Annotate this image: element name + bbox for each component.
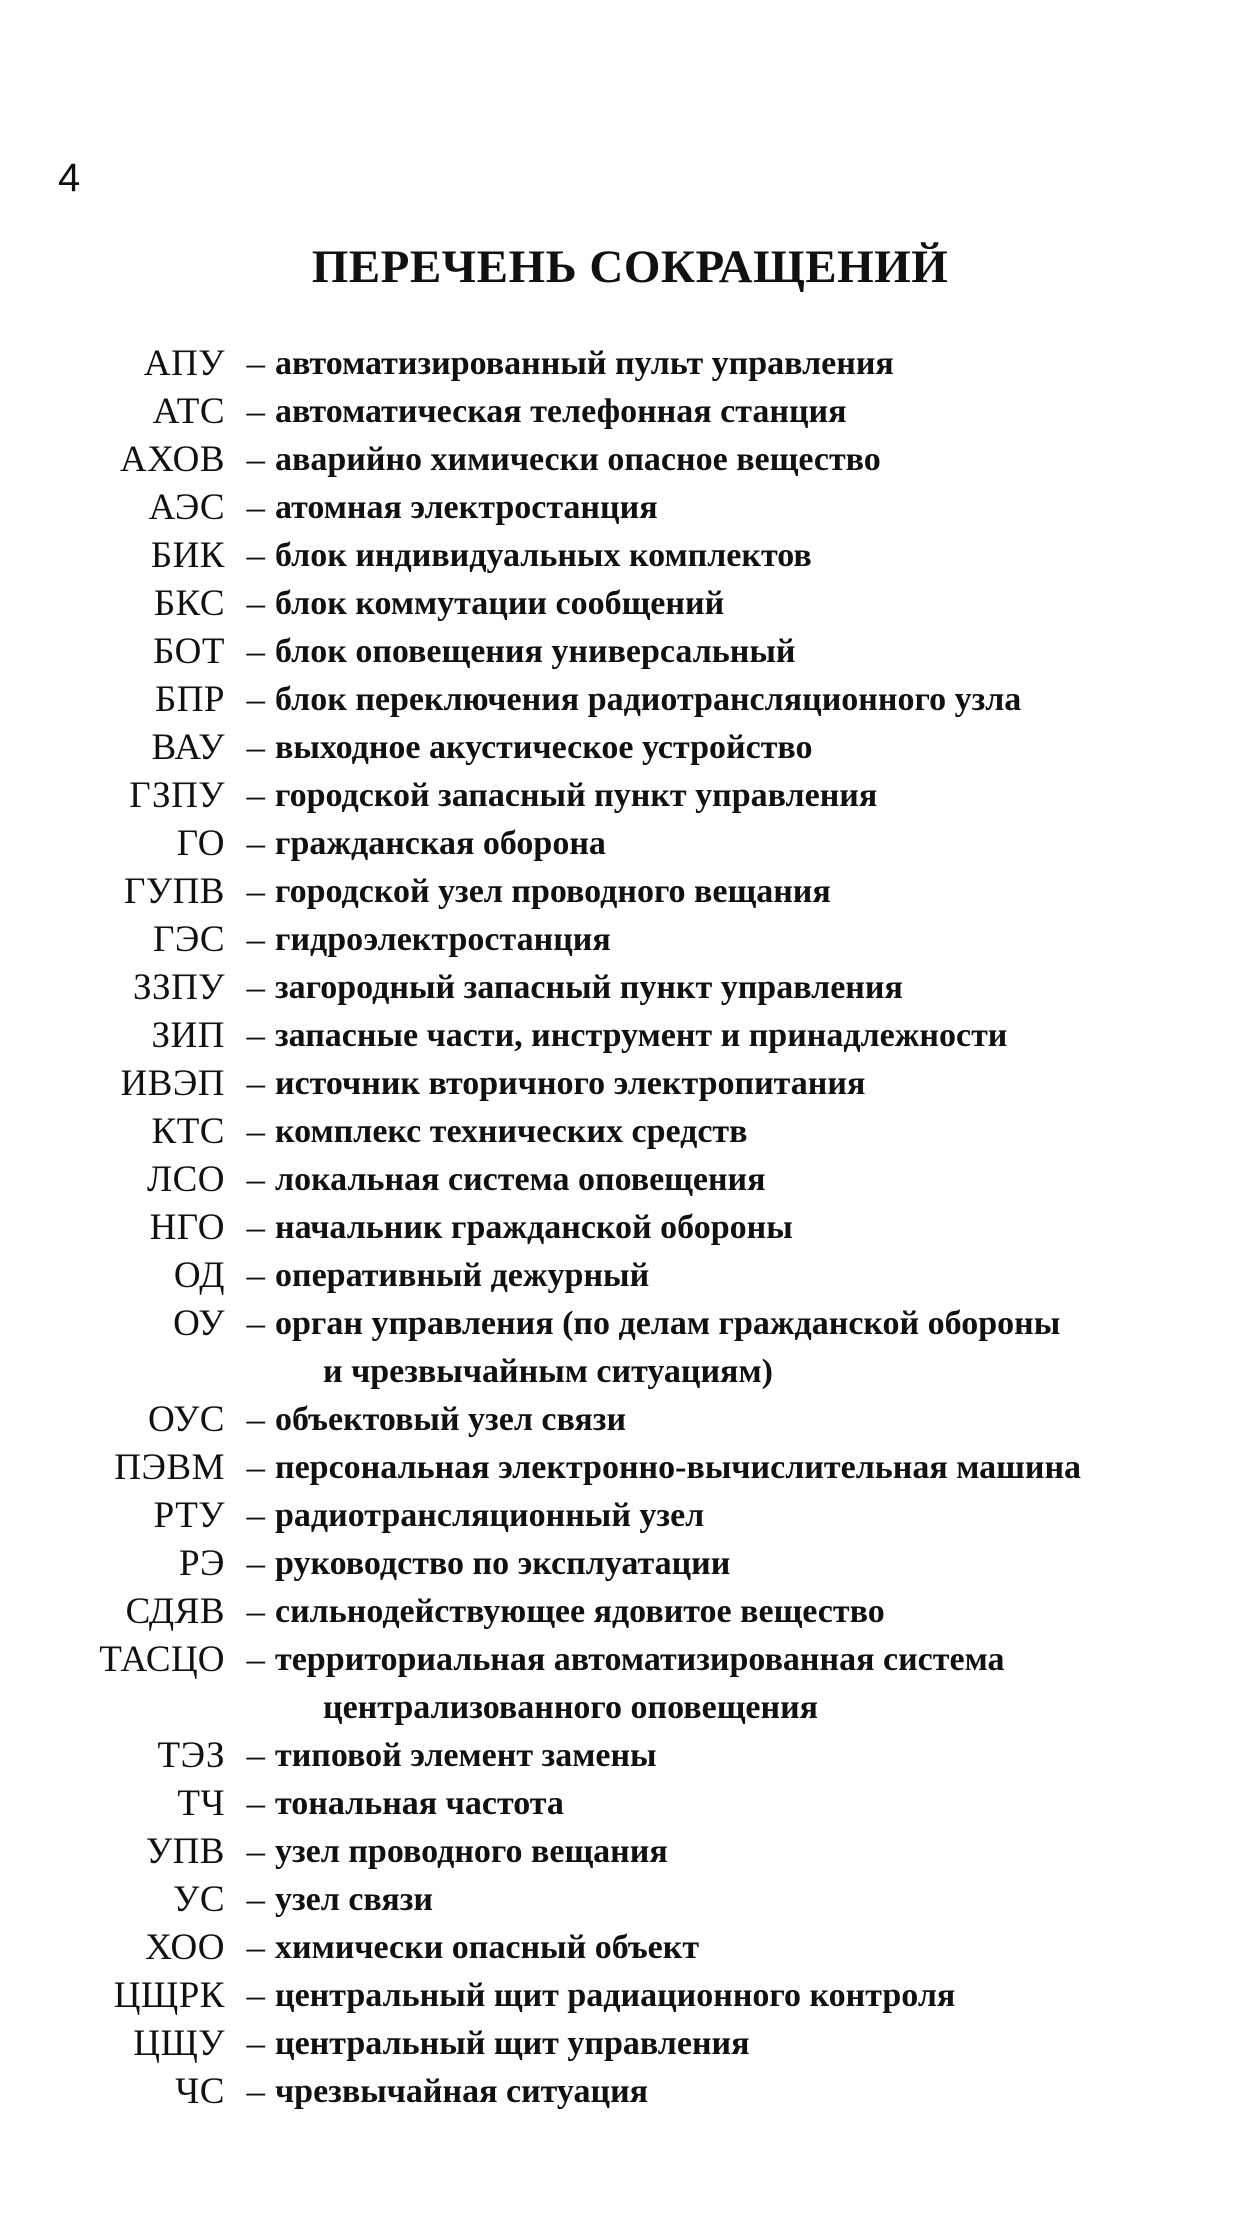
abbreviation-definition <box>275 868 1215 916</box>
abbreviation-dash: – <box>246 391 265 432</box>
abbreviation-term: УПВ <box>145 1831 225 1872</box>
abbreviation-row <box>0 1012 1250 1060</box>
definition-line: орган управления (по делам гражданской обороны <box>275 1305 1061 1342</box>
definition-line: химически опасный объект <box>275 1929 700 1966</box>
abbreviation-row <box>0 1396 1250 1444</box>
definition-line: блок переключения радиотрансляционного узла <box>275 681 1022 718</box>
abbreviation-dash: – <box>246 1111 265 1152</box>
abbreviation-definition <box>275 628 1215 676</box>
abbreviation-row <box>0 1156 1250 1204</box>
abbreviation-definition <box>275 676 1215 724</box>
abbreviation-term: ОД <box>173 1255 225 1296</box>
abbreviation-row <box>0 1732 1250 1780</box>
abbreviation-term: КТС <box>151 1111 225 1152</box>
definition-line: радиотрансляционный узел <box>275 1497 705 1534</box>
abbreviation-dash: – <box>246 1495 265 1536</box>
page-number: 4 <box>58 156 81 200</box>
abbreviation-row <box>0 1252 1250 1300</box>
abbreviation-term: БОТ <box>153 631 225 672</box>
abbreviation-row <box>0 484 1250 532</box>
definition-line: гражданская оборона <box>275 825 606 862</box>
abbreviation-dash: – <box>246 823 265 864</box>
abbreviation-term: ГО <box>176 823 225 864</box>
abbreviation-row <box>0 964 1250 1012</box>
definition-line: центральный щит управления <box>275 2025 750 2062</box>
abbreviation-row <box>0 1588 1250 1636</box>
page-title: ПЕРЕЧЕНЬ СОКРАЩЕНИЙ <box>311 241 949 293</box>
abbreviation-dash: – <box>246 1447 265 1488</box>
abbreviation-definition <box>275 484 1215 532</box>
abbreviation-row <box>0 1300 1250 1396</box>
definition-line: объектовый узел связи <box>275 1401 627 1438</box>
abbreviation-term: ГЗПУ <box>129 775 225 816</box>
abbreviation-definition <box>275 1108 1215 1156</box>
definition-line: и чрезвычайным ситуациям) <box>323 1353 773 1390</box>
abbreviation-definition <box>275 1540 1215 1588</box>
abbreviation-dash: – <box>246 1927 265 1968</box>
abbreviation-row <box>0 1876 1250 1924</box>
abbreviation-term: БПР <box>154 679 225 720</box>
definition-line: начальник гражданской обороны <box>275 1209 793 1246</box>
definition-line: оперативный дежурный <box>275 1257 650 1294</box>
definition-line: выходное акустическое устройство <box>275 729 813 766</box>
abbreviation-term: ХОО <box>145 1927 225 1968</box>
abbreviation-dash: – <box>246 1543 265 1584</box>
abbreviation-row <box>0 1540 1250 1588</box>
abbreviation-term: ПЭВМ <box>114 1447 225 1488</box>
definition-line: персональная электронно-вычислительная машина <box>275 1449 1082 1486</box>
abbreviation-term: ТАСЦО <box>99 1639 225 1680</box>
abbreviation-row <box>0 2020 1250 2068</box>
abbreviation-dash: – <box>246 631 265 672</box>
abbreviation-definition <box>275 916 1215 964</box>
definition-line: централизованного оповещения <box>323 1689 819 1726</box>
abbreviation-definition <box>275 772 1215 820</box>
abbreviation-row <box>0 868 1250 916</box>
abbreviation-definition <box>275 2068 1215 2116</box>
definition-line: автоматическая телефонная станция <box>275 393 847 430</box>
abbreviation-term: РЭ <box>178 1543 225 1584</box>
abbreviation-term: ЦЩРК <box>113 1975 225 2016</box>
definition-line: локальная система оповещения <box>275 1161 766 1198</box>
definition-line: атомная электростанция <box>275 489 658 526</box>
abbreviation-dash: – <box>246 1015 265 1056</box>
abbreviation-definition <box>275 1780 1215 1828</box>
abbreviation-dash: – <box>246 679 265 720</box>
abbreviation-dash: – <box>246 2071 265 2112</box>
abbreviation-term: АТС <box>152 391 225 432</box>
abbreviation-dash: – <box>246 583 265 624</box>
abbreviation-row <box>0 340 1250 388</box>
abbreviation-term: УС <box>173 1879 225 1920</box>
abbreviation-definition <box>275 1396 1215 1444</box>
abbreviation-row <box>0 532 1250 580</box>
abbreviation-row <box>0 916 1250 964</box>
abbreviation-row <box>0 1828 1250 1876</box>
abbreviation-definition <box>275 1732 1215 1780</box>
definition-line: источник вторичного электропитания <box>275 1065 866 1102</box>
abbreviation-dash: – <box>246 487 265 528</box>
definition-line: аварийно химически опасное вещество <box>275 441 881 478</box>
definition-line: тональная частота <box>275 1785 564 1822</box>
abbreviation-dash: – <box>246 775 265 816</box>
abbreviation-definition <box>275 1588 1215 1636</box>
definition-line: загородный запасный пункт управления <box>275 969 903 1006</box>
abbreviation-term: ЗЗПУ <box>133 967 225 1008</box>
abbreviation-dash: – <box>246 1735 265 1776</box>
abbreviation-row <box>0 772 1250 820</box>
abbreviation-term: ВАУ <box>151 727 225 768</box>
abbreviation-dash: – <box>246 1831 265 1872</box>
abbreviation-term: СДЯВ <box>125 1591 225 1632</box>
abbreviation-row <box>0 1108 1250 1156</box>
definition-line: типовой элемент замены <box>275 1737 657 1774</box>
abbreviation-definition <box>275 1060 1215 1108</box>
abbreviation-term: ЗИП <box>151 1015 225 1056</box>
abbreviation-definition <box>275 1204 1215 1252</box>
abbreviation-definition <box>275 2020 1215 2068</box>
definition-line: гидроэлектростанция <box>275 921 611 958</box>
abbreviation-definition <box>275 964 1215 1012</box>
abbreviation-definition <box>275 388 1215 436</box>
definition-line: автоматизированный пульт управления <box>275 345 894 382</box>
abbreviation-row <box>0 820 1250 868</box>
abbreviation-row <box>0 628 1250 676</box>
abbreviation-row <box>0 1636 1250 1732</box>
definition-line: блок индивидуальных комплектов <box>275 537 812 574</box>
abbreviation-definition <box>275 1924 1215 1972</box>
abbreviation-definition <box>275 1876 1215 1924</box>
abbreviation-term: ЛСО <box>147 1159 225 1200</box>
abbreviation-term: ОУ <box>173 1303 225 1344</box>
abbreviation-definition <box>275 1444 1215 1492</box>
abbreviation-dash: – <box>246 1975 265 2016</box>
abbreviation-dash: – <box>246 1591 265 1632</box>
abbreviation-list <box>0 340 1250 2116</box>
abbreviation-dash: – <box>246 919 265 960</box>
abbreviation-definition <box>275 820 1215 868</box>
abbreviation-definition <box>275 1492 1215 1540</box>
definition-line: руководство по эксплуатации <box>275 1545 731 1582</box>
abbreviation-dash: – <box>246 1303 265 1344</box>
abbreviation-term: НГО <box>149 1207 225 1248</box>
abbreviation-dash: – <box>246 871 265 912</box>
abbreviation-row <box>0 1060 1250 1108</box>
definition-line: комплекс технических средств <box>275 1113 748 1150</box>
definition-line: сильнодействующее ядовитое вещество <box>275 1593 885 1630</box>
abbreviation-dash: – <box>246 535 265 576</box>
abbreviation-row <box>0 676 1250 724</box>
abbreviation-row <box>0 388 1250 436</box>
abbreviation-dash: – <box>246 1063 265 1104</box>
definition-line: территориальная автоматизированная система <box>275 1641 1005 1678</box>
definition-line: блок коммутации сообщений <box>275 585 725 622</box>
abbreviation-dash: – <box>246 727 265 768</box>
abbreviation-term: РТУ <box>153 1495 225 1536</box>
abbreviation-term: ОУС <box>147 1399 225 1440</box>
abbreviation-term: ЦЩУ <box>133 2023 225 2064</box>
abbreviation-term: ТЭЗ <box>157 1735 225 1776</box>
definition-line: блок оповещения универсальный <box>275 633 796 670</box>
abbreviation-definition <box>275 1828 1215 1876</box>
abbreviation-definition <box>275 1252 1215 1300</box>
abbreviation-definition <box>275 580 1215 628</box>
abbreviation-dash: – <box>246 1399 265 1440</box>
abbreviation-row <box>0 1444 1250 1492</box>
abbreviation-definition <box>275 1300 1215 1396</box>
abbreviation-definition <box>275 1156 1215 1204</box>
abbreviation-dash: – <box>246 439 265 480</box>
abbreviation-row <box>0 1204 1250 1252</box>
definition-line: запасные части, инструмент и принадлежности <box>275 1017 1008 1054</box>
abbreviation-row <box>0 436 1250 484</box>
abbreviation-term: ГЭС <box>153 919 225 960</box>
abbreviation-term: ЧС <box>175 2071 225 2112</box>
abbreviation-dash: – <box>246 1207 265 1248</box>
abbreviation-definition <box>275 340 1215 388</box>
definition-line: узел связи <box>275 1881 433 1918</box>
definition-line: центральный щит радиационного контроля <box>275 1977 956 2014</box>
abbreviation-row <box>0 1972 1250 2020</box>
abbreviation-definition <box>275 1012 1215 1060</box>
definition-line: чрезвычайная ситуация <box>275 2073 649 2110</box>
abbreviation-term: АПУ <box>143 343 225 384</box>
abbreviation-definition <box>275 1636 1215 1732</box>
abbreviation-term: ИВЭП <box>120 1063 225 1104</box>
abbreviation-term: АХОВ <box>120 439 225 480</box>
definition-line: городской запасный пункт управления <box>275 777 878 814</box>
abbreviation-dash: – <box>246 1783 265 1824</box>
abbreviation-dash: – <box>246 1159 265 1200</box>
definition-line: городской узел проводного вещания <box>275 873 831 910</box>
abbreviation-row <box>0 1492 1250 1540</box>
abbreviation-dash: – <box>246 1879 265 1920</box>
abbreviation-term: БКС <box>153 583 225 624</box>
abbreviation-term: ТЧ <box>177 1783 225 1824</box>
abbreviation-row <box>0 1780 1250 1828</box>
abbreviation-dash: – <box>246 1639 265 1680</box>
abbreviation-term: ГУПВ <box>124 871 225 912</box>
abbreviation-definition <box>275 436 1215 484</box>
abbreviation-dash: – <box>246 1255 265 1296</box>
abbreviation-definition <box>275 724 1215 772</box>
abbreviation-dash: – <box>246 2023 265 2064</box>
abbreviation-term: БИК <box>150 535 225 576</box>
abbreviation-row <box>0 1924 1250 1972</box>
abbreviation-dash: – <box>246 343 265 384</box>
abbreviation-term: АЭС <box>148 487 225 528</box>
abbreviation-definition <box>275 532 1215 580</box>
abbreviation-row <box>0 724 1250 772</box>
definition-line: узел проводного вещания <box>275 1833 668 1870</box>
abbreviation-definition <box>275 1972 1215 2020</box>
abbreviation-row <box>0 580 1250 628</box>
abbreviation-row <box>0 2068 1250 2116</box>
abbreviation-dash: – <box>246 967 265 1008</box>
